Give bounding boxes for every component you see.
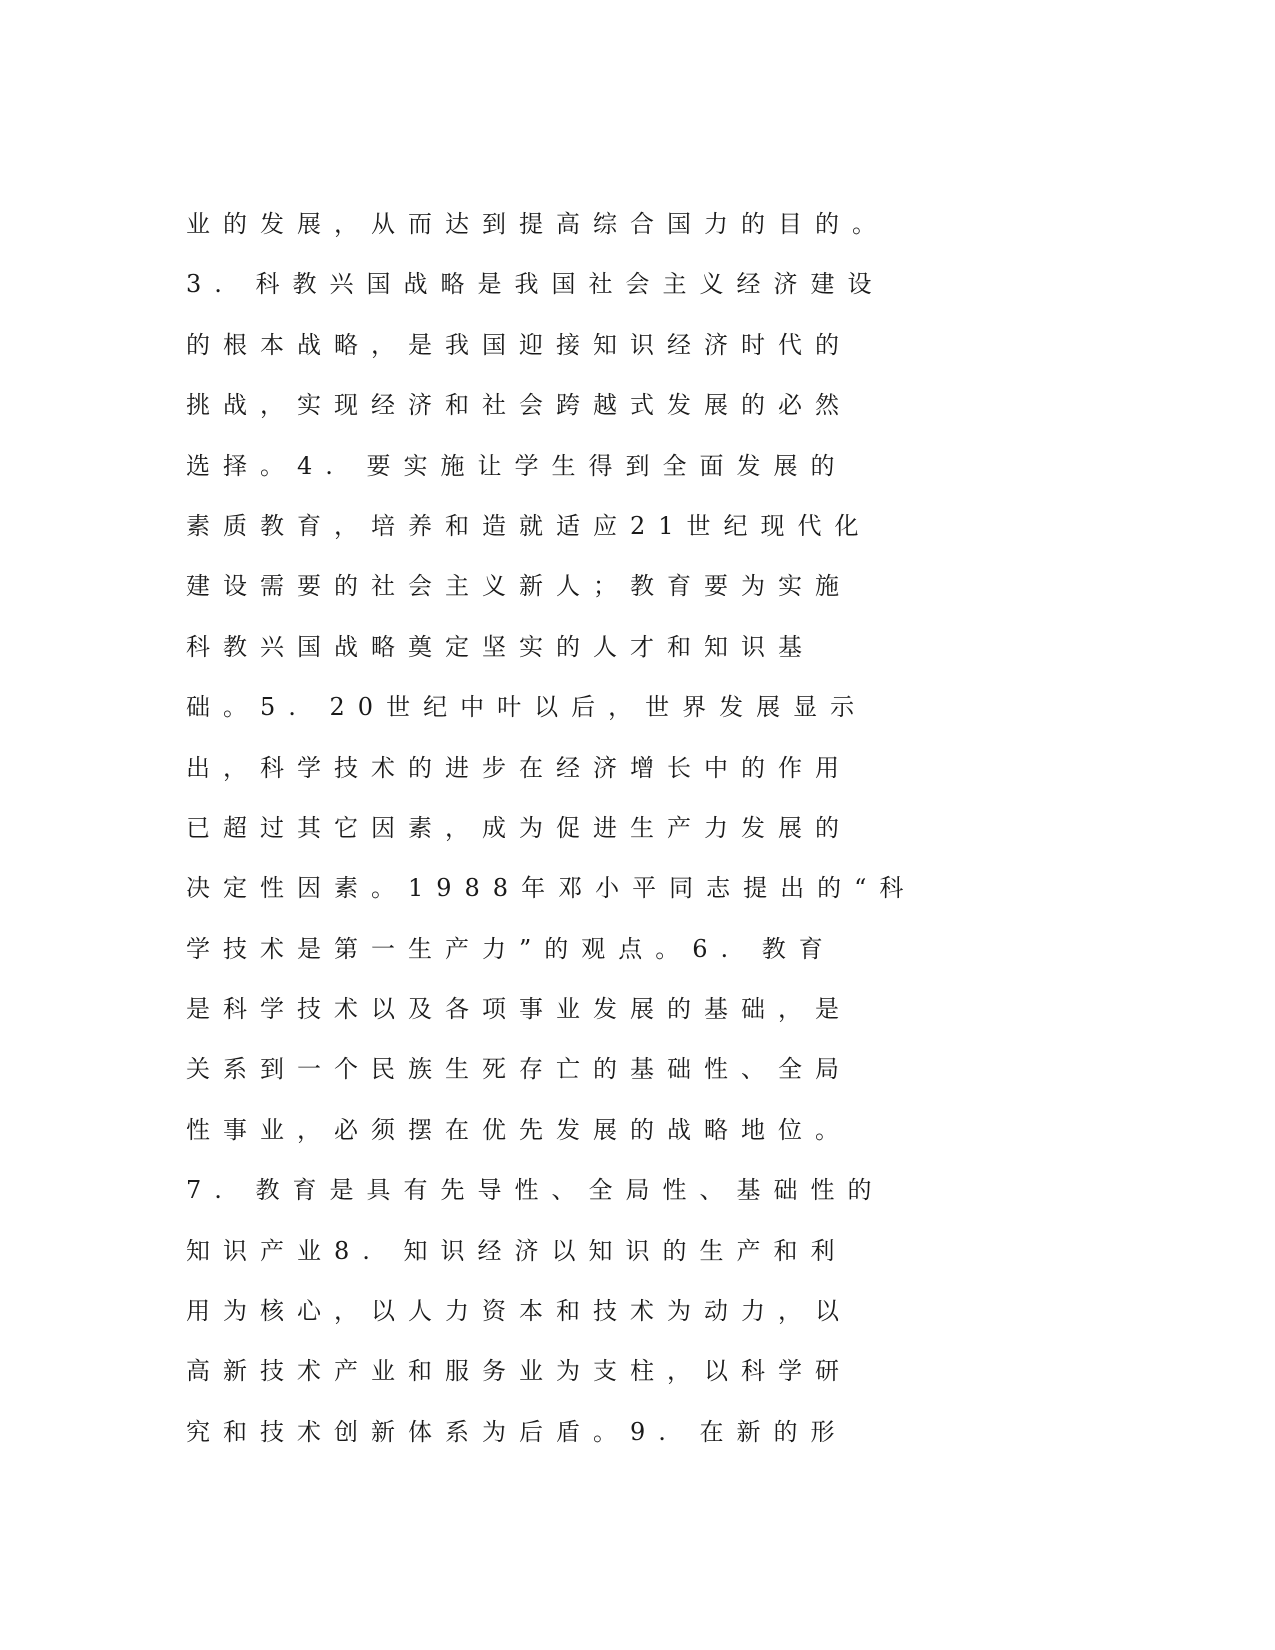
body-text xyxy=(186,194,1086,1462)
text-line: 科教兴国战略奠定坚实的人才和知识基 xyxy=(186,632,815,661)
text-line: 的根本战略，是我国迎接知识经济时代的 xyxy=(186,330,852,359)
text-line: 用为核心，以人力资本和技术为动力，以 xyxy=(186,1297,852,1326)
text-line: 出，科学技术的进步在经济增长中的作用 xyxy=(186,753,852,782)
text-line: 础。5. 20世纪中叶以后，世界发展显示 xyxy=(186,693,868,722)
text-line: 业的发展，从而达到提高综合国力的目的。 xyxy=(186,210,889,238)
text-line: 素质教育，培养和造就适应21世纪现代化 xyxy=(186,511,872,540)
text-line: 究和技术创新体系为后盾。9. 在新的形 xyxy=(186,1417,848,1446)
text-line: 已超过其它因素，成为促进生产力发展的 xyxy=(186,813,852,842)
text-line: 知识产业8. 知识经济以知识的生产和利 xyxy=(186,1236,848,1265)
text-line: 是科学技术以及各项事业发展的基础，是 xyxy=(186,995,852,1024)
text-line: 建设需要的社会主义新人；教育要为实施 xyxy=(186,572,852,601)
text-line: 性事业，必须摆在优先发展的战略地位。 xyxy=(186,1115,852,1144)
text-line: 决定性因素。1988年邓小平同志提出的“科 xyxy=(186,874,917,903)
text-line: 学技术是第一生产力”的观点。6. 教育 xyxy=(186,934,836,963)
text-line: 7. 教育是具有先导性、全局性、基础性的 xyxy=(186,1176,885,1205)
text-line: 3. 科教兴国战略是我国社会主义经济建设 xyxy=(186,270,885,299)
text-line: 高新技术产业和服务业为支柱，以科学研 xyxy=(186,1357,852,1386)
text-line: 关系到一个民族生死存亡的基础性、全局 xyxy=(186,1055,852,1084)
text-line: 选择。4. 要实施让学生得到全面发展的 xyxy=(186,451,848,480)
text-line: 挑战，实现经济和社会跨越式发展的必然 xyxy=(186,391,852,420)
